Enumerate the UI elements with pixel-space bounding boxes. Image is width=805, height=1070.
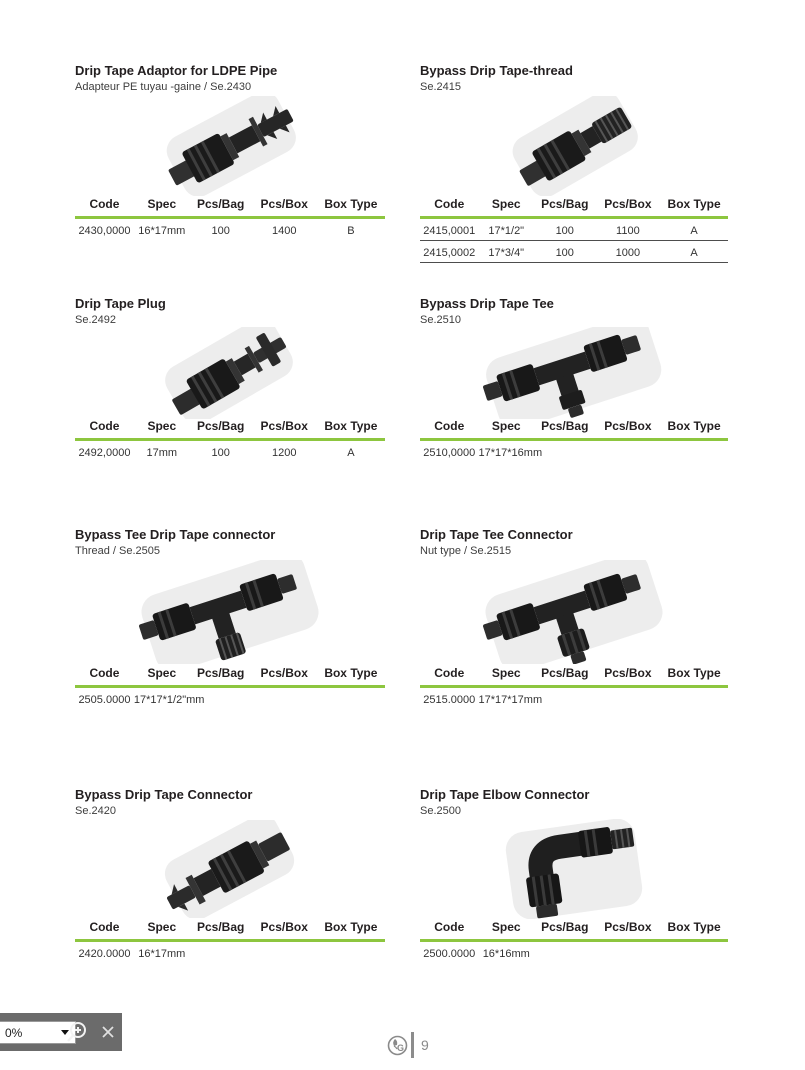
col-header-box-type: Box Type	[667, 197, 721, 211]
bypass-drip-tape-connector-photo	[75, 818, 385, 920]
cell-spec: 17*17*16mm	[478, 447, 543, 459]
col-header-box-type: Box Type	[667, 419, 721, 433]
col-header-pcs-bag: Pcs/Bag	[541, 419, 589, 433]
cell-code: 2430,0000	[78, 225, 131, 237]
product-section-2492	[75, 296, 385, 463]
col-header-code: Code	[89, 666, 120, 680]
cell-code: 2492,0000	[78, 447, 131, 459]
cell-pcs-bag: 100	[211, 447, 230, 459]
table-header-row	[420, 666, 728, 685]
cell-pcs-bag	[534, 447, 596, 459]
product-subtitle: Se.2510	[420, 314, 461, 326]
cell-pcs-bag: 100	[211, 225, 230, 237]
table-header-row	[75, 920, 385, 939]
cell-pcs-bag: 100	[555, 247, 574, 259]
leaf-g-brand-logo	[387, 1035, 408, 1056]
cell-spec: 17*17*17mm	[478, 694, 543, 706]
col-header-code: Code	[434, 920, 465, 934]
cell-pcs-box	[252, 948, 317, 960]
drip-tape-plug-photo	[75, 327, 385, 419]
bypass-tee-drip-tape-connector-photo	[75, 558, 385, 666]
cell-box-type: A	[690, 225, 698, 237]
product-section-2430	[75, 63, 385, 241]
drip-tape-adaptor-photo	[75, 94, 385, 197]
table-row	[420, 241, 728, 263]
cell-pcs-box: 1100	[616, 225, 640, 237]
bypass-drip-tape-thread-photo	[420, 94, 728, 197]
col-header-spec: Spec	[491, 197, 521, 211]
col-header-spec: Spec	[147, 666, 177, 680]
col-header-code: Code	[89, 920, 120, 934]
product-table	[75, 666, 385, 710]
close-icon	[100, 1024, 116, 1040]
table-row	[75, 688, 385, 710]
cell-pcs-box: 1000	[615, 247, 641, 259]
cell-box-type	[660, 948, 728, 960]
product-section-2500	[420, 787, 728, 964]
cell-box-type	[317, 694, 385, 706]
product-subtitle: Se.2500	[420, 805, 461, 817]
svg-text:G: G	[397, 1043, 405, 1053]
cell-code: 2420.0000	[78, 948, 131, 960]
col-header-code: Code	[434, 419, 465, 433]
table-row	[75, 219, 385, 241]
product-subtitle: Adapteur PE tuyau -gaine / Se.2430	[75, 81, 252, 93]
col-header-pcs-bag: Pcs/Bag	[197, 666, 245, 680]
product-title: Drip Tape Plug	[75, 296, 166, 311]
col-header-pcs-box: Pcs/Box	[260, 666, 308, 680]
product-title: Bypass Drip Tape-thread	[420, 63, 573, 78]
cell-code: 2510,0000	[423, 447, 476, 459]
product-table	[420, 920, 728, 964]
product-title: Bypass Drip Tape Tee	[420, 296, 554, 311]
col-header-box-type: Box Type	[667, 666, 721, 680]
table-header-row	[420, 920, 728, 939]
col-header-pcs-bag: Pcs/Bag	[197, 419, 245, 433]
cell-box-type: A	[690, 247, 698, 259]
cell-code: 2515.0000	[423, 694, 476, 706]
product-title: Drip Tape Tee Connector	[420, 527, 573, 542]
table-row	[420, 942, 728, 964]
cell-spec: 16*17mm	[138, 948, 186, 960]
product-section-2420	[75, 787, 385, 964]
product-section-2415	[420, 63, 728, 263]
product-table	[420, 197, 728, 263]
table-row	[75, 942, 385, 964]
col-header-box-type: Box Type	[324, 419, 378, 433]
product-subtitle: Nut type / Se.2515	[420, 545, 512, 557]
cell-pcs-box	[596, 948, 661, 960]
col-header-pcs-bag: Pcs/Bag	[541, 920, 589, 934]
cell-box-type	[660, 447, 728, 459]
cell-code: 2505.0000	[78, 694, 131, 706]
col-header-code: Code	[434, 197, 465, 211]
magnifier-plus-icon	[64, 1020, 90, 1046]
col-header-pcs-box: Pcs/Box	[604, 666, 652, 680]
cell-spec: 16*17mm	[138, 225, 186, 237]
col-header-pcs-bag: Pcs/Bag	[197, 197, 245, 211]
product-table	[75, 920, 385, 964]
product-title: Bypass Tee Drip Tape connector	[75, 527, 276, 542]
cell-pcs-bag	[190, 694, 252, 706]
product-subtitle: Thread / Se.2505	[75, 545, 161, 557]
table-row	[420, 219, 728, 241]
col-header-spec: Spec	[147, 197, 177, 211]
cell-box-type: A	[347, 447, 355, 459]
cell-pcs-bag	[534, 948, 596, 960]
col-header-pcs-box: Pcs/Box	[604, 920, 652, 934]
col-header-spec: Spec	[491, 920, 521, 934]
table-header-row	[420, 419, 728, 438]
col-header-pcs-box: Pcs/Box	[260, 920, 308, 934]
zoom-level-value: 0%	[5, 1025, 23, 1040]
cell-code: 2500.0000	[423, 948, 476, 960]
cell-pcs-box	[596, 447, 661, 459]
cell-spec: 17*3/4"	[488, 247, 525, 259]
col-header-pcs-box: Pcs/Box	[260, 197, 308, 211]
cell-pcs-bag	[534, 694, 596, 706]
col-header-spec: Spec	[147, 419, 177, 433]
product-subtitle: Se.2420	[75, 805, 116, 817]
product-title: Bypass Drip Tape Connector	[75, 787, 253, 802]
table-row	[420, 441, 728, 463]
col-header-code: Code	[434, 666, 465, 680]
col-header-box-type: Box Type	[324, 920, 378, 934]
zoom-in-button[interactable]	[64, 1020, 90, 1046]
product-section-2505	[75, 527, 385, 710]
col-header-pcs-bag: Pcs/Bag	[541, 666, 589, 680]
cell-code: 2415,0001	[423, 225, 476, 237]
col-header-pcs-bag: Pcs/Bag	[197, 920, 245, 934]
bypass-drip-tape-tee-photo	[420, 327, 728, 419]
product-table	[420, 666, 728, 710]
cell-pcs-box: 1400	[271, 225, 297, 237]
cell-box-type	[660, 694, 728, 706]
cell-spec: 17*17*1/2"mm	[133, 694, 205, 706]
col-header-box-type: Box Type	[324, 666, 378, 680]
col-header-spec: Spec	[491, 419, 521, 433]
table-header-row	[75, 197, 385, 216]
product-table	[75, 197, 385, 241]
col-header-pcs-bag: Pcs/Bag	[541, 197, 589, 211]
close-toolbar-button[interactable]	[100, 1024, 116, 1040]
cell-spec: 17*1/2"	[488, 225, 525, 237]
footer-divider	[411, 1032, 414, 1058]
col-header-box-type: Box Type	[324, 197, 378, 211]
table-header-row	[75, 419, 385, 438]
col-header-box-type: Box Type	[667, 920, 721, 934]
drip-tape-tee-connector-photo	[420, 558, 728, 666]
product-section-2510	[420, 296, 728, 463]
col-header-spec: Spec	[147, 920, 177, 934]
product-table	[420, 419, 728, 463]
cell-pcs-box: 1200	[271, 447, 297, 459]
cell-code: 2415,0002	[423, 247, 476, 259]
col-header-pcs-box: Pcs/Box	[260, 419, 308, 433]
cell-pcs-bag: 100	[555, 225, 574, 237]
col-header-pcs-box: Pcs/Box	[604, 197, 652, 211]
col-header-pcs-box: Pcs/Box	[604, 419, 652, 433]
pdf-zoom-toolbar	[0, 1013, 122, 1051]
product-title: Drip Tape Adaptor for LDPE Pipe	[75, 63, 278, 78]
product-section-2515	[420, 527, 728, 710]
cell-box-type	[317, 948, 385, 960]
col-header-code: Code	[89, 197, 120, 211]
cell-spec: 16*16mm	[482, 948, 530, 960]
product-table	[75, 419, 385, 463]
product-subtitle: Se.2415	[420, 81, 461, 93]
product-title: Drip Tape Elbow Connector	[420, 787, 590, 802]
product-subtitle: Se.2492	[75, 314, 116, 326]
drip-tape-elbow-connector-photo	[420, 818, 728, 920]
table-header-row	[75, 666, 385, 685]
cell-pcs-box	[596, 694, 661, 706]
col-header-spec: Spec	[491, 666, 521, 680]
table-header-row	[420, 197, 728, 216]
cell-box-type: B	[347, 225, 355, 237]
cell-spec: 17mm	[146, 447, 178, 459]
table-row	[420, 688, 728, 710]
cell-pcs-box	[252, 694, 317, 706]
table-row	[75, 441, 385, 463]
page-number: 9	[421, 1037, 429, 1053]
cell-pcs-bag	[190, 948, 252, 960]
col-header-code: Code	[89, 419, 120, 433]
